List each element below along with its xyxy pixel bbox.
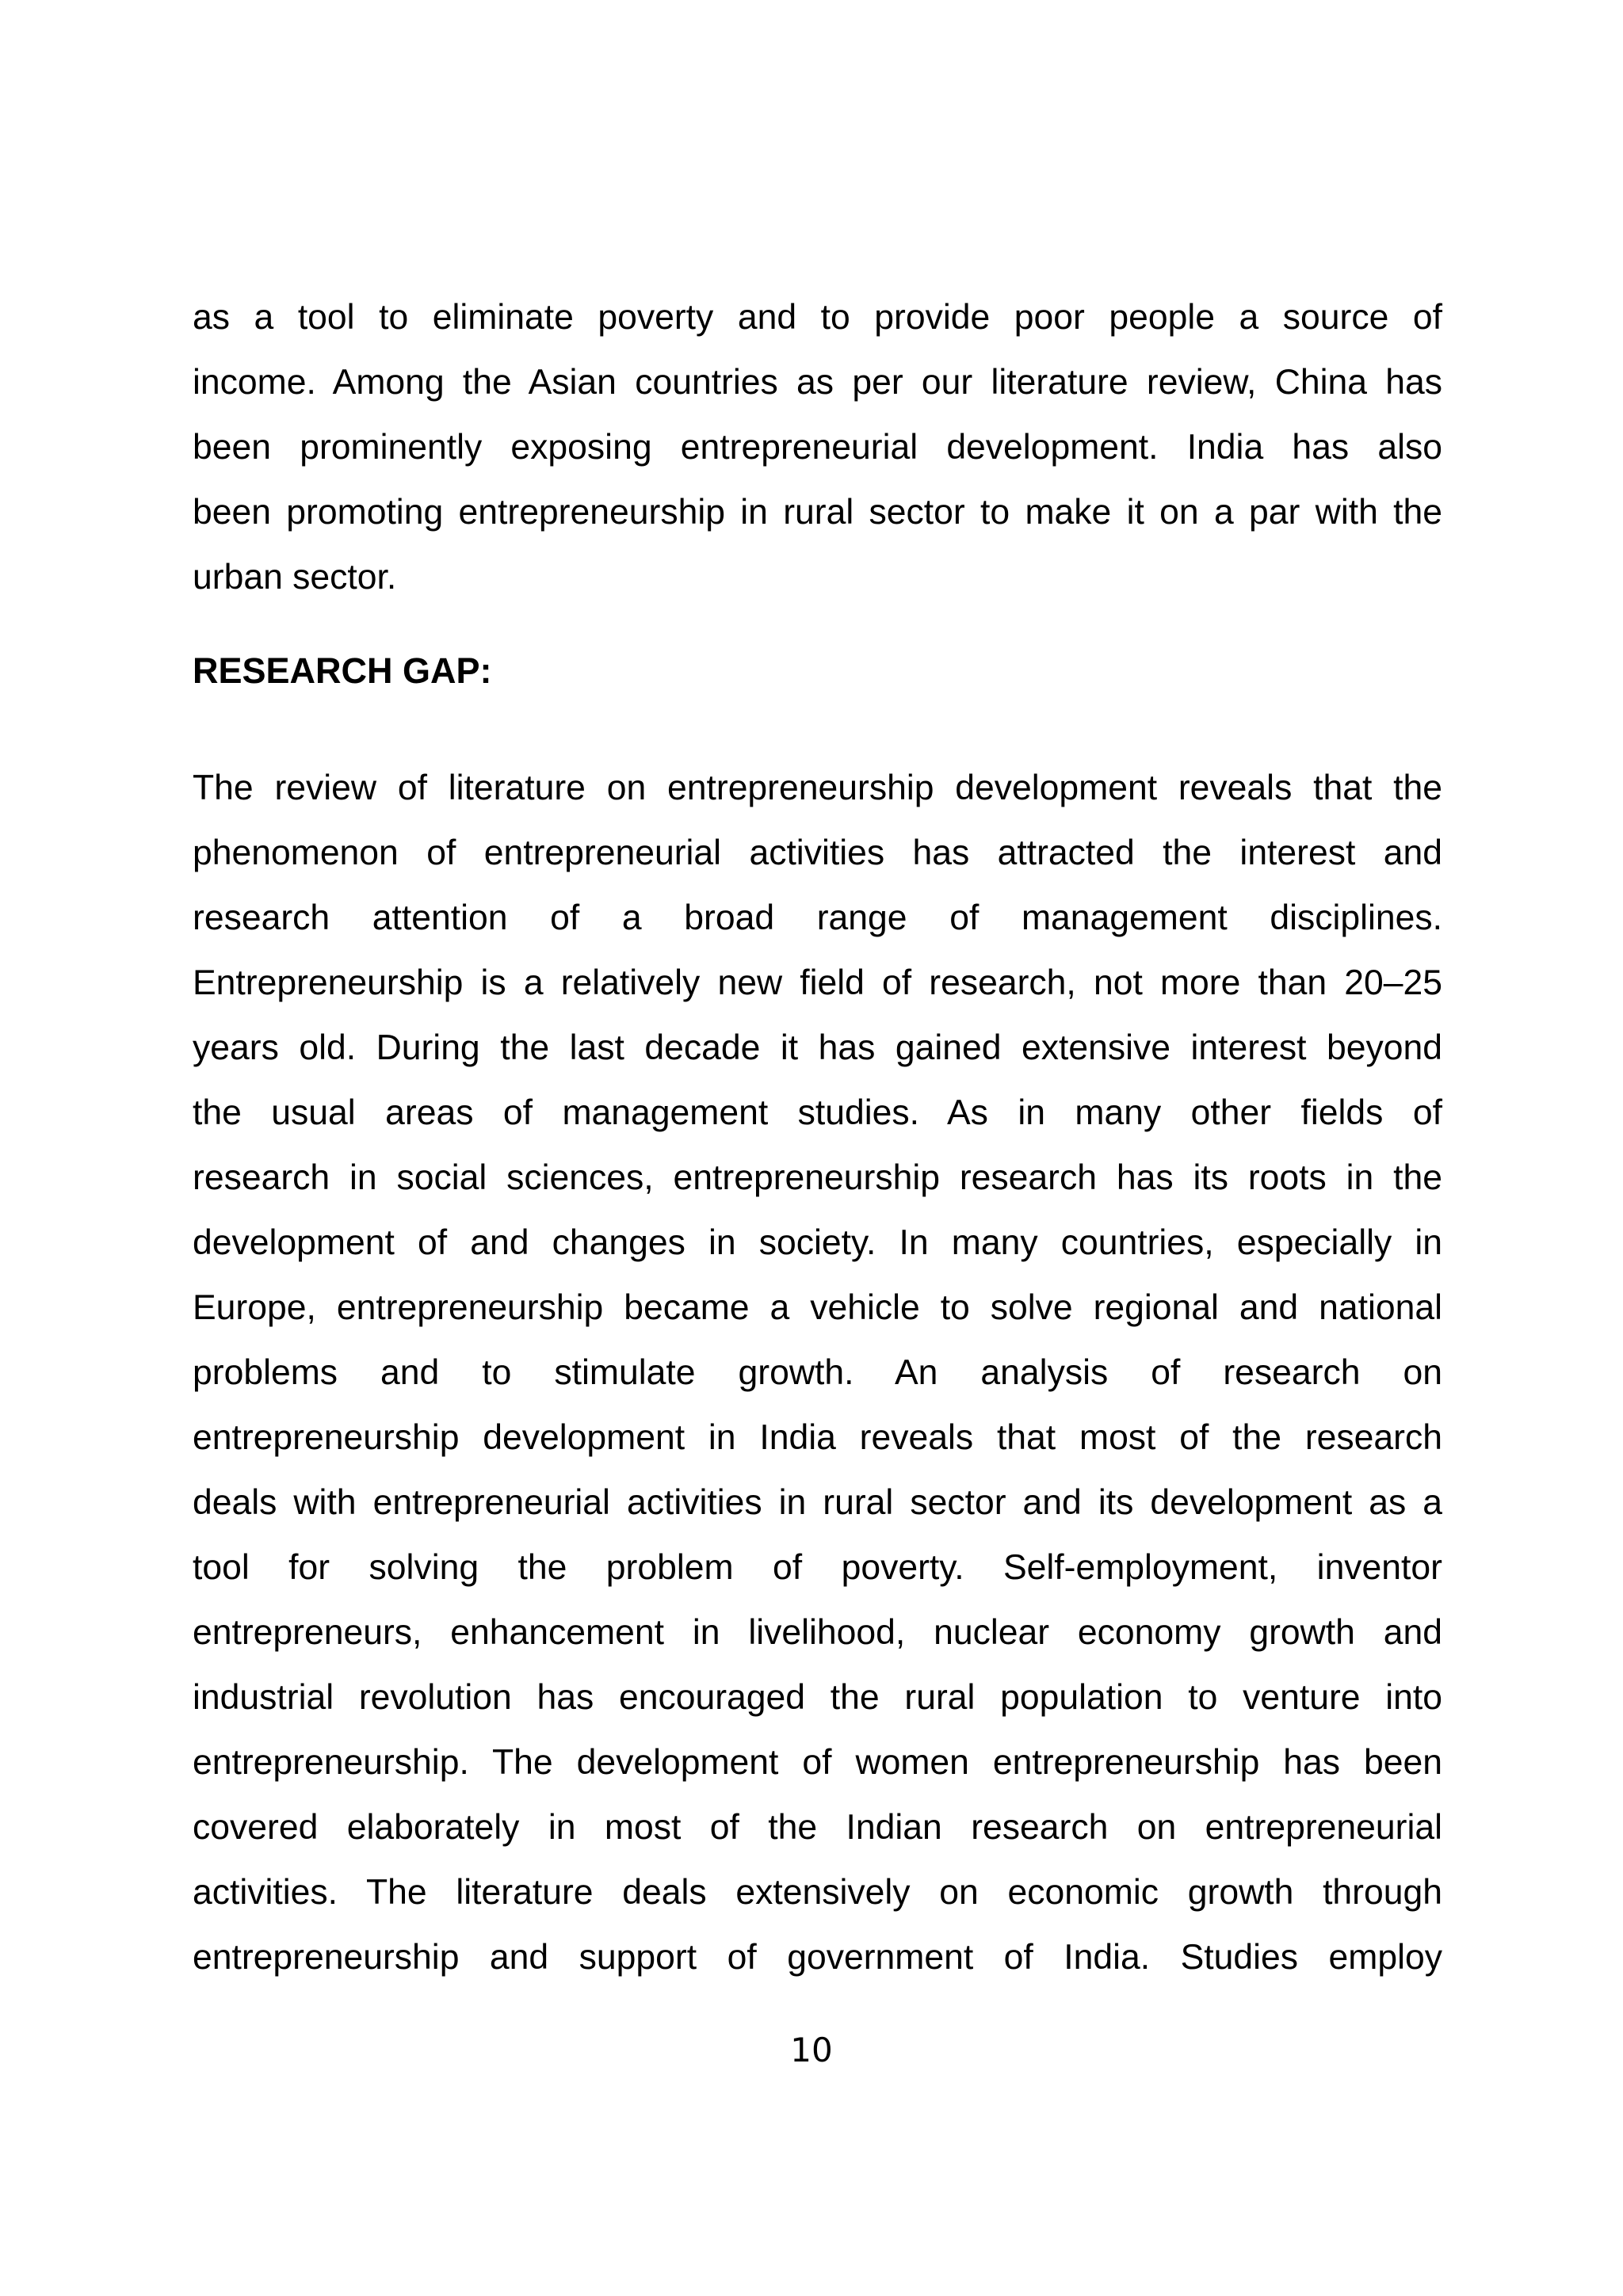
text-line: The review of literature on entrepreneurship development reveals that the xyxy=(193,769,1442,807)
text-line: been promoting entrepreneurship in rural sector to make it on a par with the xyxy=(193,493,1442,532)
text-line: problems and to stimulate growth. An analysis of research on xyxy=(193,1353,1442,1392)
text-line: entrepreneurs, enhancement in livelihood, nuclear economy growth and xyxy=(193,1613,1442,1652)
text-line: as a tool to eliminate poverty and to provide poor people a source of xyxy=(193,298,1442,337)
text-line: research in social sciences, entrepreneurship research has its roots in the xyxy=(193,1158,1442,1197)
text-line: industrial revolution has encouraged the rural population to venture into xyxy=(193,1678,1442,1717)
text-line: the usual areas of management studies. As in many other fields of xyxy=(193,1093,1442,1132)
text-line: tool for solving the problem of poverty. Self-employment, inventor xyxy=(193,1548,1442,1587)
paragraph-research-gap xyxy=(193,756,1442,1990)
section-heading: RESEARCH GAP: xyxy=(193,650,492,691)
text-line: entrepreneurship and support of government of India. Studies employ xyxy=(193,1938,1442,1977)
document-page xyxy=(193,285,1442,1990)
text-line: entrepreneurship. The development of women entrepreneurship has been xyxy=(193,1743,1442,1782)
page-number: 10 xyxy=(790,2031,833,2069)
text-line: covered elaborately in most of the Indian research on entrepreneurial xyxy=(193,1808,1442,1847)
text-line: income. Among the Asian countries as per our literature review, China has xyxy=(193,363,1442,402)
text-line: entrepreneurship development in India reveals that most of the research xyxy=(193,1418,1442,1457)
text-line: deals with entrepreneurial activities in rural sector and its development as a xyxy=(193,1483,1442,1522)
text-line: Entrepreneurship is a relatively new field of research, not more than 20–25 xyxy=(193,963,1442,1002)
text-line: been prominently exposing entrepreneurial development. India has also xyxy=(193,428,1442,467)
text-line: urban sector. xyxy=(193,558,397,597)
paragraph-intro xyxy=(193,285,1442,610)
text-line: Europe, entrepreneurship became a vehicle to solve regional and national xyxy=(193,1288,1442,1327)
text-line: activities. The literature deals extensively on economic growth through xyxy=(193,1873,1442,1912)
text-line: phenomenon of entrepreneurial activities has attracted the interest and xyxy=(193,833,1442,872)
text-line: research attention of a broad range of management disciplines. xyxy=(193,898,1442,937)
text-line: years old. During the last decade it has gained extensive interest beyond xyxy=(193,1028,1442,1067)
text-line: development of and changes in society. In many countries, especially in xyxy=(193,1223,1442,1262)
